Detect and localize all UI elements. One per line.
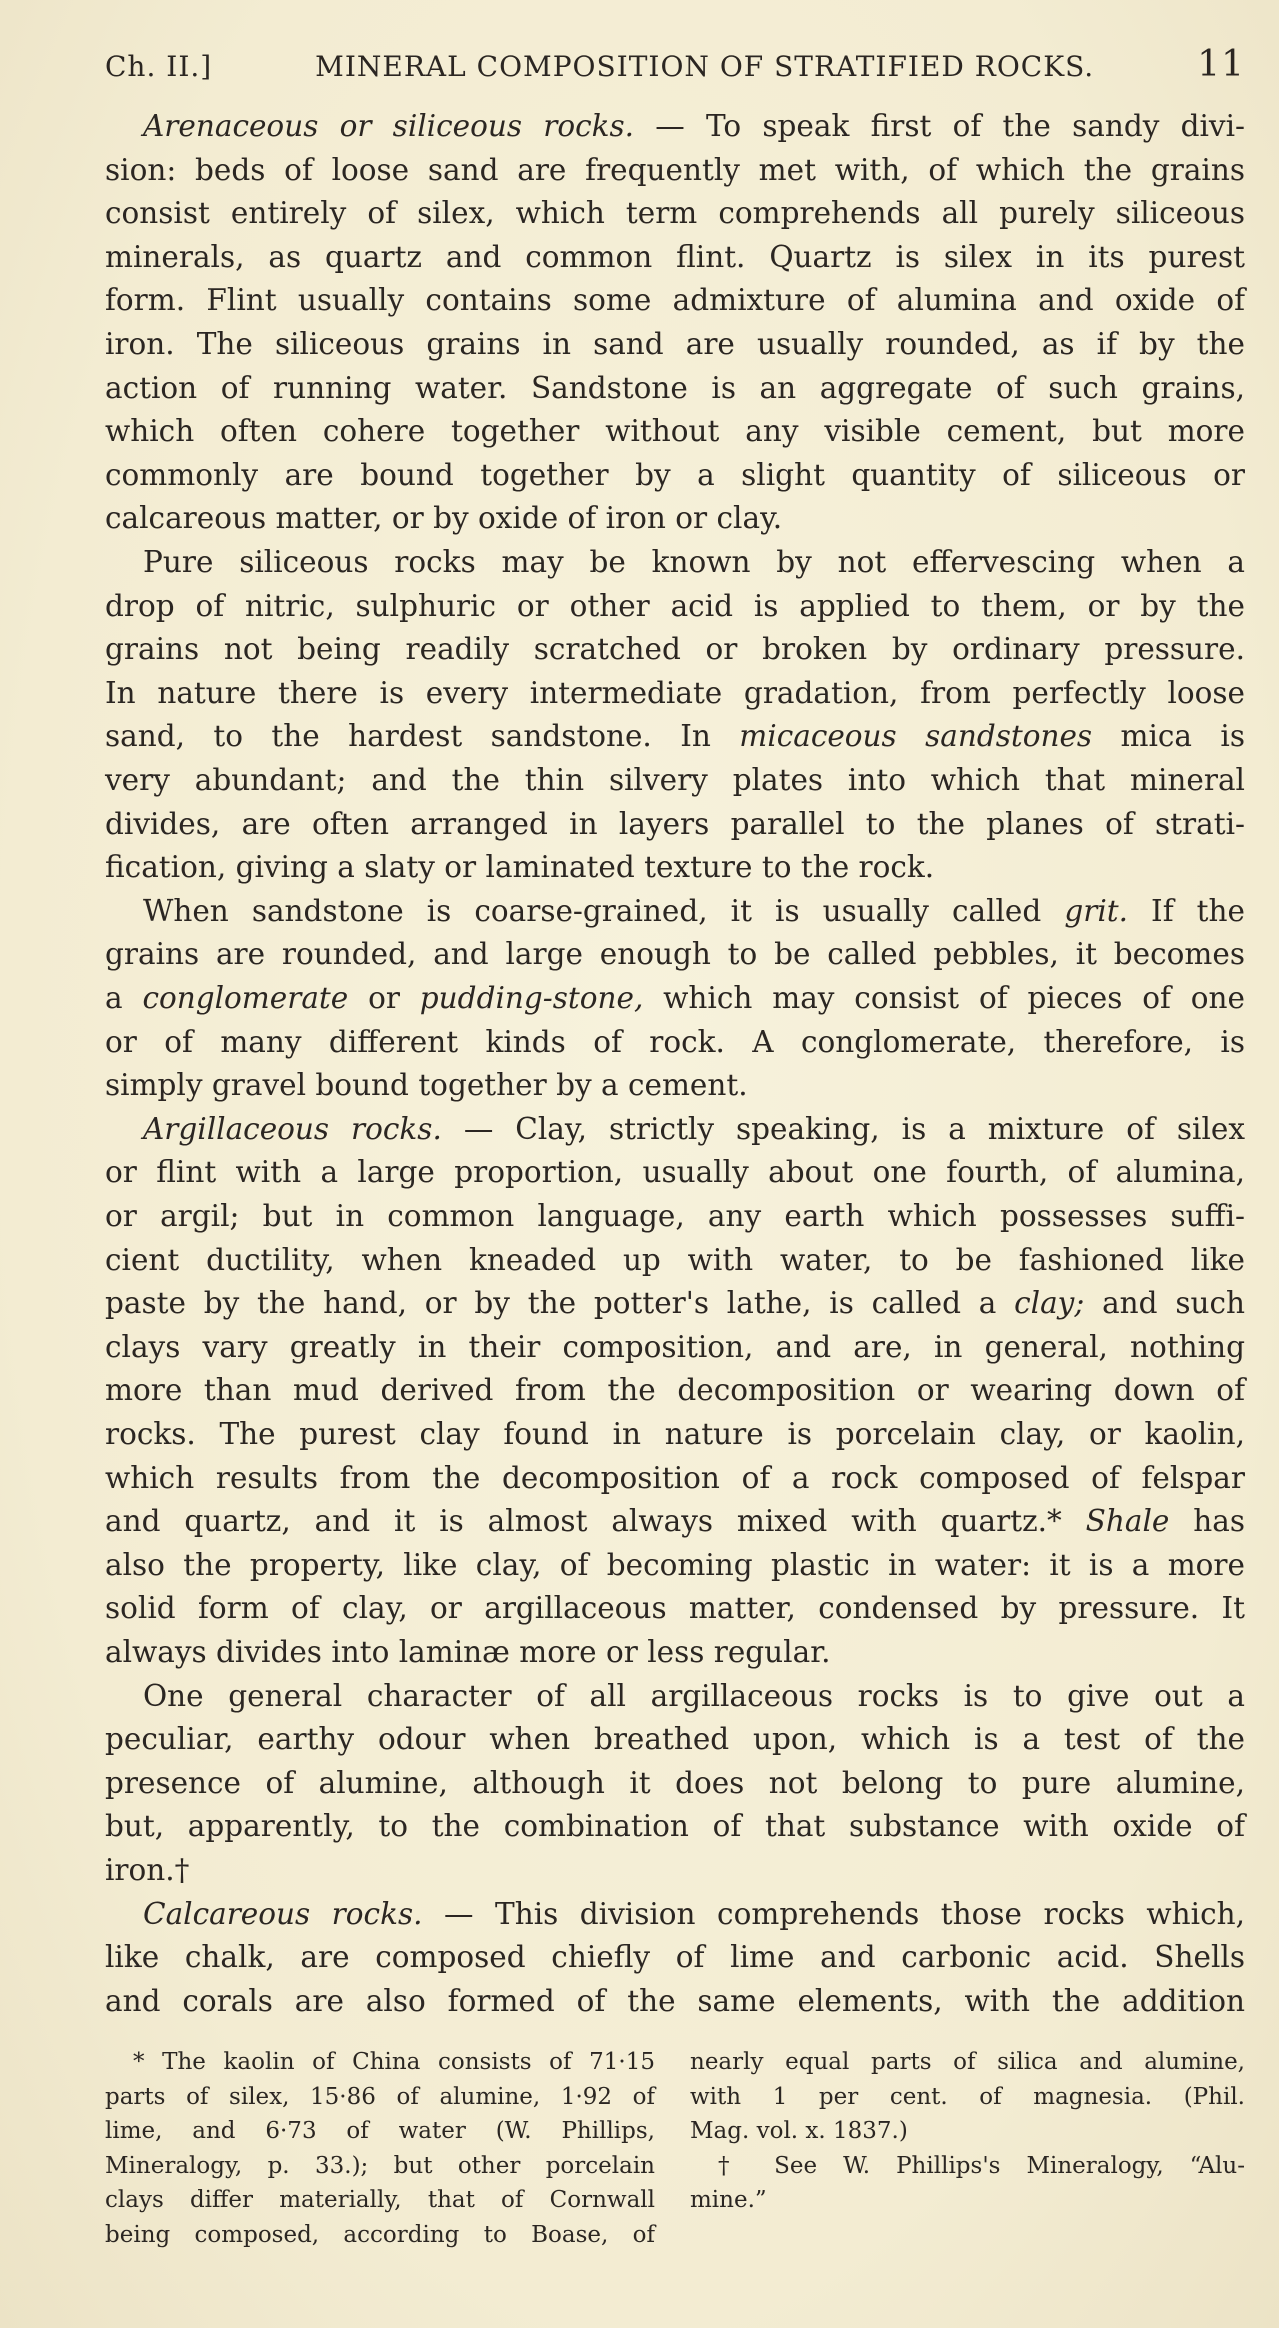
text-run: Pure siliceous rocks may be known by not effervescing when a: [143, 545, 1245, 579]
text-run: fication, giving a slaty or laminated texture to the rock.: [105, 850, 935, 885]
text-line: [143, 889, 1245, 933]
text-run: action of running water. Sandstone is an aggregate of such grains,: [105, 370, 1245, 405]
chapter-label: Ch. II.]: [105, 50, 213, 83]
text-run: mica is: [1092, 719, 1245, 754]
text-line: [105, 671, 1245, 715]
text-line: [105, 1499, 1245, 1543]
text-run: rocks. The purest clay found in nature is porcelain clay, or kaolin,: [105, 1417, 1245, 1451]
footnote-line-right: mine.”: [690, 2187, 767, 2213]
text-line: [143, 104, 1245, 148]
footnote-line-left: being composed, according to Boase, of: [105, 2221, 655, 2248]
footnote-line-left: lime, and 6·73 of water (W. Phillips,: [105, 2118, 655, 2144]
text-run: like chalk, are composed chiefly of lime and carbonic acid. Shells: [105, 1940, 1245, 1975]
text-run: or argil; but in common language, any earth which possesses suffi-: [105, 1199, 1245, 1233]
text-run: very abundant; and the thin silvery plates into which that mineral: [105, 763, 1245, 797]
text-line: [105, 1848, 1245, 1892]
text-line: [105, 758, 1245, 802]
text-run: consist entirely of silex, which term comprehends all purely siliceous: [105, 196, 1245, 231]
footnote-line-right: nearly equal parts of silica and alumine,: [690, 2049, 1245, 2075]
text-run: divides, are often arranged in layers parallel to the planes of strati-: [105, 806, 1245, 841]
text-run: and corals are also formed of the same elements, with the addition: [105, 1983, 1245, 2018]
footnote-line-left: Mineralogy, p. 33.); but other porcelain: [105, 2152, 655, 2179]
text-run: minerals, as quartz and common flint. Quartz is silex in its purest: [105, 239, 1245, 274]
text-run: or flint with a large proportion, usually about one fourth, of alumina,: [105, 1155, 1245, 1190]
footnote-line-right: Mag. vol. x. 1837.): [690, 2118, 908, 2144]
text-line: [105, 278, 1245, 322]
italic-text: Arenaceous or siliceous rocks.: [143, 109, 635, 143]
text-line: [105, 1979, 1245, 2023]
text-run: — This division comprehends those rocks which,: [422, 1896, 1245, 1931]
text-line: [105, 1543, 1245, 1587]
text-run: which results from the decomposition of a rock composed of felspar: [105, 1460, 1245, 1495]
text-line: [105, 322, 1245, 366]
page-number: 11: [1197, 44, 1245, 85]
text-line: [105, 496, 1245, 540]
text-line: [105, 235, 1245, 279]
italic-text: Shale: [1085, 1504, 1170, 1539]
text-line: [143, 540, 1245, 584]
text-line: [105, 1717, 1245, 1761]
text-line: [143, 1674, 1245, 1718]
text-line: [105, 802, 1245, 846]
text-line: [105, 714, 1245, 758]
text-run: calcareous matter, or by oxide of iron or clay.: [105, 501, 783, 536]
text-line: [143, 1107, 1245, 1151]
italic-text: clay;: [1014, 1286, 1085, 1321]
text-run: and quartz, and it is almost always mixed with quartz.*: [105, 1504, 1086, 1539]
text-run: and such: [1084, 1286, 1245, 1321]
text-run: has: [1169, 1504, 1245, 1539]
text-line: [105, 932, 1245, 976]
text-line: [105, 1063, 1245, 1107]
text-run: which often cohere together without any visible cement, but more: [105, 414, 1245, 449]
italic-text: conglomerate: [142, 981, 349, 1015]
text-line: [105, 1368, 1245, 1412]
italic-text: grit.: [1064, 893, 1128, 928]
text-run: cient ductility, when kneaded up with water, to be fashioned like: [105, 1242, 1245, 1277]
text-line: [105, 1630, 1245, 1674]
text-run: simply gravel bound together by a cement.: [105, 1068, 748, 1103]
text-line: [143, 1892, 1245, 1936]
italic-text: pudding-stone,: [419, 981, 644, 1015]
text-line: [105, 1586, 1245, 1630]
text-run: If the: [1128, 893, 1245, 928]
text-run: grains are rounded, and large enough to be called pebbles, it becomes: [105, 937, 1245, 972]
text-line: [105, 1412, 1245, 1456]
footnote-line-left: * The kaolin of China consists of 71·15: [133, 2049, 655, 2075]
text-run: peculiar, earthy odour when breathed upon, which is a test of the: [105, 1722, 1245, 1757]
text-run: — To speak first of the sandy divi-: [634, 109, 1245, 143]
text-line: [105, 976, 1245, 1020]
text-line: [105, 453, 1245, 497]
text-run: — Clay, strictly speaking, is a mixture of silex: [441, 1111, 1245, 1146]
text-run: grains not being readily scratched or broken by ordinary pressure.: [105, 632, 1245, 667]
text-run: One general character of all argillaceous rocks is to give out a: [143, 1678, 1245, 1713]
footnote-line-left: clays differ materially, that of Cornwall: [105, 2187, 655, 2213]
text-line: [105, 366, 1245, 410]
text-run: or: [348, 981, 420, 1015]
text-run: a: [105, 981, 143, 1015]
running-title: MINERAL COMPOSITION OF STRATIFIED ROCKS.: [315, 50, 1095, 83]
footnote-line-left: parts of silex, 15·86 of alumine, 1·92 of: [105, 2083, 655, 2110]
text-line: [105, 1020, 1245, 1064]
text-line: [105, 584, 1245, 628]
text-run: always divides into laminæ more or less regular.: [105, 1635, 831, 1669]
text-line: [105, 409, 1245, 453]
text-line: [105, 1804, 1245, 1848]
text-run: iron.†: [105, 1853, 190, 1887]
text-line: [105, 1456, 1245, 1500]
running-header: [105, 44, 1245, 88]
text-line: [105, 1325, 1245, 1369]
text-run: more than mud derived from the decomposition or wearing down of: [105, 1373, 1245, 1408]
text-line: [105, 191, 1245, 235]
text-run: or of many different kinds of rock. A conglomerate, therefore, is: [105, 1024, 1245, 1059]
text-line: [105, 627, 1245, 671]
text-run: sion: beds of loose sand are frequently met with, of which the grains: [105, 152, 1245, 187]
text-run: In nature there is every intermediate gradation, from perfectly loose: [105, 675, 1245, 710]
footnote-line-right: † See W. Phillips's Mineralogy, “Alu-: [718, 2152, 1245, 2179]
text-run: drop of nitric, sulphuric or other acid is applied to them, or by the: [105, 588, 1245, 623]
text-run: commonly are bound together by a slight quantity of siliceous or: [105, 457, 1245, 492]
text-run: paste by the hand, or by the potter's lathe, is called a: [105, 1286, 1015, 1321]
footnote-line-right: with 1 per cent. of magnesia. (Phil.: [690, 2083, 1245, 2110]
text-line: [105, 1761, 1245, 1805]
text-line: [105, 1281, 1245, 1325]
text-run: When sandstone is coarse-grained, it is usually called: [143, 893, 1065, 928]
text-line: [105, 845, 1245, 889]
text-run: presence of alumine, although it does not belong to pure alumine,: [105, 1765, 1245, 1800]
text-line: [105, 148, 1245, 192]
text-run: iron. The siliceous grains in sand are usually rounded, as if by the: [105, 327, 1245, 361]
text-line: [105, 1238, 1245, 1282]
text-line: [105, 1150, 1245, 1194]
italic-text: Calcareous rocks.: [143, 1896, 423, 1931]
text-run: but, apparently, to the combination of that substance with oxide of: [105, 1809, 1245, 1844]
text-run: solid form of clay, or argillaceous matter, condensed by pressure. It: [105, 1591, 1245, 1626]
text-line: [105, 1194, 1245, 1238]
text-run: clays vary greatly in their composition, and are, in general, nothing: [105, 1329, 1245, 1364]
italic-text: micaceous sandstones: [739, 719, 1093, 754]
text-run: also the property, like clay, of becoming plastic in water: it is a more: [105, 1547, 1245, 1582]
text-run: which may consist of pieces of one: [643, 981, 1245, 1015]
italic-text: Argillaceous rocks.: [143, 1111, 442, 1146]
text-run: sand, to the hardest sandstone. In: [105, 719, 740, 754]
text-run: form. Flint usually contains some admixture of alumina and oxide of: [105, 283, 1245, 318]
text-line: [105, 1935, 1245, 1979]
